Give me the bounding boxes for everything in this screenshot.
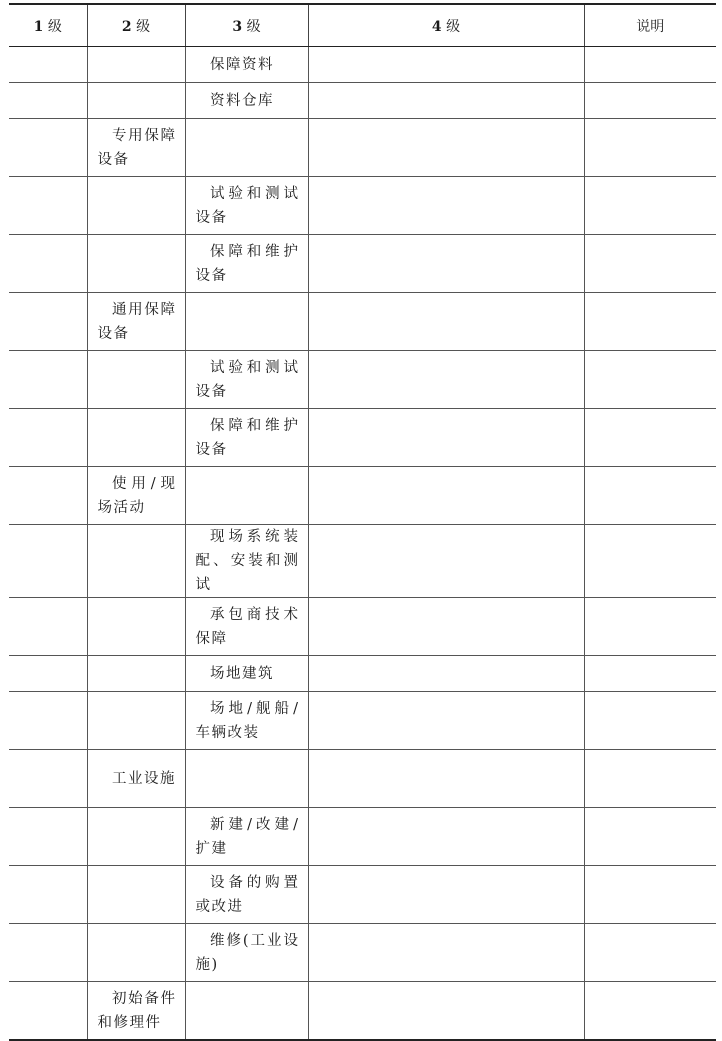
cell-level3: 新建/改建/扩建	[185, 808, 308, 866]
cell-level4	[308, 866, 584, 924]
cell-level1	[9, 982, 87, 1041]
cell-level1	[9, 525, 87, 598]
cell-description	[584, 692, 716, 750]
cell-level1	[9, 467, 87, 525]
cell-level4	[308, 293, 584, 351]
cell-level1	[9, 808, 87, 866]
table-row	[9, 982, 716, 1041]
cell-level2	[87, 177, 185, 235]
cell-level2	[87, 351, 185, 409]
cell-level3: 场地/舰船/车辆改装	[185, 692, 308, 750]
cell-level2: 通用保障设备	[87, 293, 185, 351]
cell-level2: 工业设施	[87, 750, 185, 808]
cell-level4	[308, 982, 584, 1041]
table-row	[9, 235, 716, 293]
cell-level2	[87, 924, 185, 982]
cell-level2	[87, 83, 185, 119]
cell-level3: 资料仓库	[185, 83, 308, 119]
cell-description	[584, 409, 716, 467]
cell-level1	[9, 119, 87, 177]
table-body	[9, 47, 716, 1041]
cell-level2	[87, 866, 185, 924]
cell-level1	[9, 692, 87, 750]
cell-description	[584, 924, 716, 982]
cell-description	[584, 598, 716, 656]
header-level4: 4 级	[308, 4, 584, 47]
cell-description	[584, 808, 716, 866]
cell-level2	[87, 409, 185, 467]
cell-level4	[308, 525, 584, 598]
cell-description	[584, 119, 716, 177]
cell-level2: 专用保障设备	[87, 119, 185, 177]
cell-description	[584, 525, 716, 598]
cell-level3: 试验和测试设备	[185, 351, 308, 409]
table-row	[9, 924, 716, 982]
cell-level3: 设备的购置或改进	[185, 866, 308, 924]
cell-level2	[87, 808, 185, 866]
cell-description	[584, 467, 716, 525]
cell-level2	[87, 692, 185, 750]
table-row	[9, 525, 716, 598]
header-description: 说明	[584, 4, 716, 47]
cell-level4	[308, 750, 584, 808]
cell-level1	[9, 866, 87, 924]
cell-level4	[308, 467, 584, 525]
table-header	[9, 4, 716, 47]
table-row	[9, 692, 716, 750]
wbs-table	[9, 3, 716, 1041]
cell-level1	[9, 293, 87, 351]
table-row	[9, 119, 716, 177]
cell-level1	[9, 235, 87, 293]
table-row	[9, 866, 716, 924]
cell-description	[584, 866, 716, 924]
table-row	[9, 598, 716, 656]
table-row	[9, 351, 716, 409]
cell-level1	[9, 177, 87, 235]
cell-level3: 保障和维护设备	[185, 409, 308, 467]
cell-level4	[308, 235, 584, 293]
cell-description	[584, 47, 716, 83]
cell-level3: 场地建筑	[185, 656, 308, 692]
header-level3: 3 级	[185, 4, 308, 47]
cell-level1	[9, 47, 87, 83]
cell-level1	[9, 750, 87, 808]
cell-description	[584, 235, 716, 293]
cell-description	[584, 982, 716, 1041]
cell-level3	[185, 982, 308, 1041]
table-row	[9, 409, 716, 467]
cell-level3: 试验和测试设备	[185, 177, 308, 235]
cell-level4	[308, 692, 584, 750]
cell-level4	[308, 409, 584, 467]
cell-level3: 现场系统装配、安装和测试	[185, 525, 308, 598]
table-row	[9, 467, 716, 525]
header-level1: 1 级	[9, 4, 87, 47]
cell-level3	[185, 750, 308, 808]
cell-level3	[185, 293, 308, 351]
table-row	[9, 750, 716, 808]
cell-level3: 保障和维护设备	[185, 235, 308, 293]
cell-level1	[9, 598, 87, 656]
table-row	[9, 83, 716, 119]
cell-level2	[87, 47, 185, 83]
table-row	[9, 293, 716, 351]
cell-level4	[308, 119, 584, 177]
cell-level2: 使用/现场活动	[87, 467, 185, 525]
cell-level2	[87, 656, 185, 692]
cell-level2: 初始备件和修理件	[87, 982, 185, 1041]
cell-description	[584, 656, 716, 692]
cell-level1	[9, 656, 87, 692]
cell-description	[584, 750, 716, 808]
table-row	[9, 808, 716, 866]
cell-level3: 承包商技术保障	[185, 598, 308, 656]
table-row	[9, 656, 716, 692]
cell-level4	[308, 924, 584, 982]
header-level2: 2 级	[87, 4, 185, 47]
cell-level1	[9, 83, 87, 119]
cell-level4	[308, 598, 584, 656]
cell-level1	[9, 351, 87, 409]
cell-level1	[9, 409, 87, 467]
cell-level1	[9, 924, 87, 982]
cell-level3	[185, 467, 308, 525]
cell-level2	[87, 525, 185, 598]
cell-level4	[308, 83, 584, 119]
cell-level4	[308, 656, 584, 692]
cell-level4	[308, 808, 584, 866]
cell-description	[584, 177, 716, 235]
cell-level4	[308, 47, 584, 83]
cell-level3	[185, 119, 308, 177]
cell-description	[584, 83, 716, 119]
cell-level4	[308, 351, 584, 409]
cell-description	[584, 293, 716, 351]
cell-level2	[87, 598, 185, 656]
table-row	[9, 47, 716, 83]
header-row	[9, 4, 716, 47]
table-row	[9, 177, 716, 235]
cell-level3: 保障资料	[185, 47, 308, 83]
cell-level4	[308, 177, 584, 235]
cell-description	[584, 351, 716, 409]
cell-level2	[87, 235, 185, 293]
cell-level3: 维修(工业设施)	[185, 924, 308, 982]
